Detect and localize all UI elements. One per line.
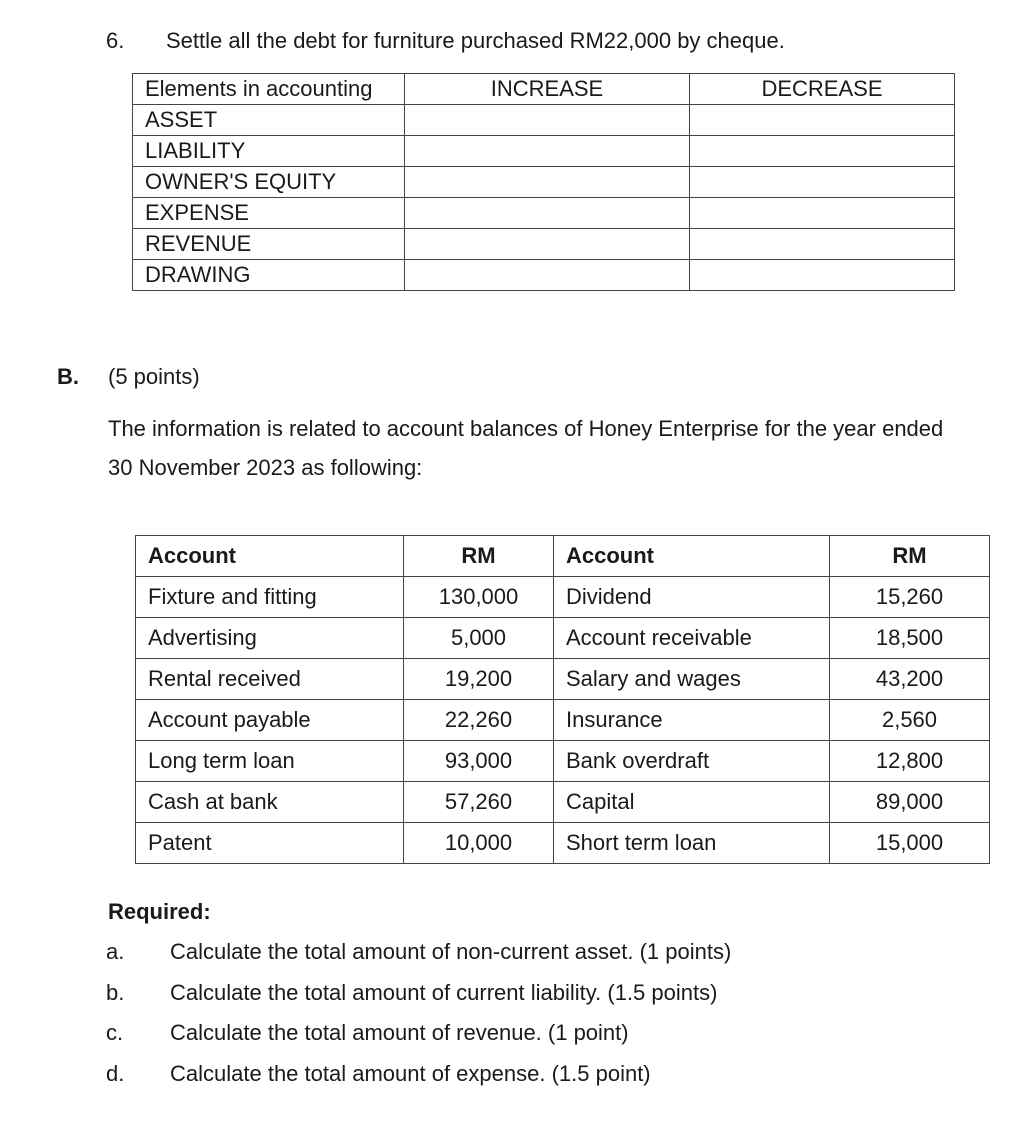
question-text: Settle all the debt for furniture purchased RM22,000 by cheque. (166, 28, 785, 53)
header-decrease: DECREASE (690, 74, 955, 105)
table-row (133, 105, 955, 136)
account-amount: 57,260 (404, 782, 554, 823)
account-name: Long term loan (136, 741, 404, 782)
balances-table-header (136, 536, 990, 577)
account-name: Short term loan (554, 823, 830, 864)
intro-text: The information is related to account balances of Honey Enterprise for the year ended (108, 416, 944, 441)
required-item-text: Calculate the total amount of current liability. (1.5 points) (170, 980, 718, 1005)
account-name: Fixture and fitting (136, 577, 404, 618)
increase-cell (405, 198, 690, 229)
required-item-letter: c. (106, 1020, 124, 1045)
account-name: Cash at bank (136, 782, 404, 823)
table-row (133, 198, 955, 229)
section-label: B. (57, 364, 79, 389)
account-amount: 10,000 (404, 823, 554, 864)
header-account: Account (136, 536, 404, 577)
element-label: DRAWING (133, 260, 405, 291)
account-amount: 93,000 (404, 741, 554, 782)
required-item-text: Calculate the total amount of revenue. (1 point) (170, 1020, 629, 1045)
account-name: Dividend (554, 577, 830, 618)
elements-table (132, 73, 955, 291)
balances-table (135, 535, 990, 864)
table-row (133, 167, 955, 198)
question-number: 6. (106, 28, 125, 53)
table-row (136, 577, 990, 618)
account-amount: 18,500 (830, 618, 990, 659)
account-amount: 43,200 (830, 659, 990, 700)
header-rm: RM (404, 536, 554, 577)
increase-cell (405, 260, 690, 291)
increase-cell (405, 136, 690, 167)
account-amount: 15,000 (830, 823, 990, 864)
table-row (133, 260, 955, 291)
decrease-cell (690, 260, 955, 291)
account-name: Insurance (554, 700, 830, 741)
header-rm: RM (830, 536, 990, 577)
increase-cell (405, 229, 690, 260)
account-amount: 19,200 (404, 659, 554, 700)
account-name: Capital (554, 782, 830, 823)
account-amount: 2,560 (830, 700, 990, 741)
account-amount: 89,000 (830, 782, 990, 823)
decrease-cell (690, 136, 955, 167)
account-name: Account receivable (554, 618, 830, 659)
elements-table-header (133, 74, 955, 105)
decrease-cell (690, 198, 955, 229)
table-row (133, 229, 955, 260)
table-row (136, 659, 990, 700)
table-row (136, 782, 990, 823)
account-name: Bank overdraft (554, 741, 830, 782)
table-row (133, 136, 955, 167)
section-points: (5 points) (108, 364, 200, 389)
account-name: Patent (136, 823, 404, 864)
header-elements: Elements in accounting (133, 74, 405, 105)
account-amount: 15,260 (830, 577, 990, 618)
table-row (136, 823, 990, 864)
required-item-letter: d. (106, 1061, 125, 1086)
decrease-cell (690, 167, 955, 198)
table-row (136, 700, 990, 741)
table-row (136, 741, 990, 782)
account-name: Rental received (136, 659, 404, 700)
account-name: Advertising (136, 618, 404, 659)
header-account: Account (554, 536, 830, 577)
required-item-text: Calculate the total amount of non-current asset. (1 points) (170, 939, 732, 964)
account-amount: 5,000 (404, 618, 554, 659)
required-item-text: Calculate the total amount of expense. (1.5 point) (170, 1061, 651, 1086)
element-label: OWNER'S EQUITY (133, 167, 405, 198)
account-name: Account payable (136, 700, 404, 741)
table-row (136, 618, 990, 659)
increase-cell (405, 167, 690, 198)
decrease-cell (690, 105, 955, 136)
decrease-cell (690, 229, 955, 260)
intro-text: 30 November 2023 as following: (108, 455, 423, 480)
account-amount: 22,260 (404, 700, 554, 741)
element-label: EXPENSE (133, 198, 405, 229)
required-item-letter: a. (106, 939, 125, 964)
account-amount: 130,000 (404, 577, 554, 618)
account-name: Salary and wages (554, 659, 830, 700)
header-increase: INCREASE (405, 74, 690, 105)
required-heading: Required: (108, 899, 211, 924)
element-label: REVENUE (133, 229, 405, 260)
required-item-letter: b. (106, 980, 125, 1005)
account-amount: 12,800 (830, 741, 990, 782)
element-label: ASSET (133, 105, 405, 136)
element-label: LIABILITY (133, 136, 405, 167)
increase-cell (405, 105, 690, 136)
